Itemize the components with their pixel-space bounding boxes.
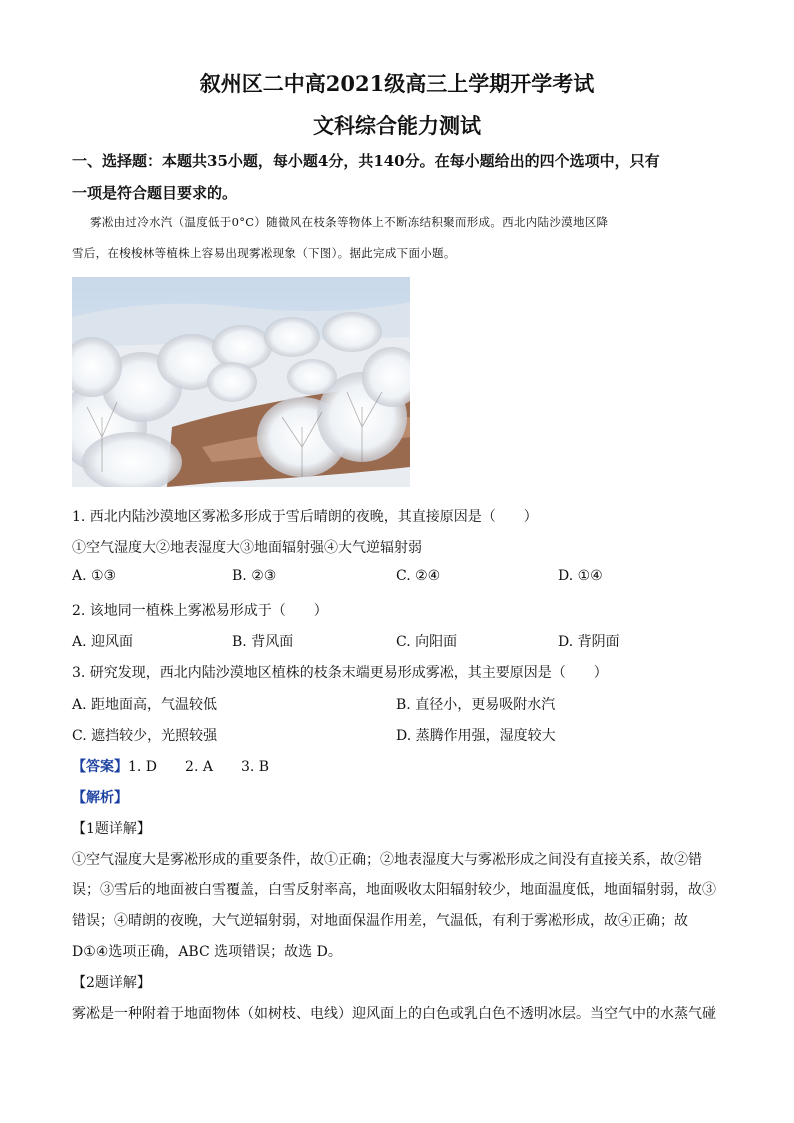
section-heading-line2: 一项是符合题目要求的。 (72, 184, 238, 202)
detail-2-line1: 雾凇是一种附着于地面物体（如树枝、电线）迎风面上的白色或乳白色不透明冰层。当空气中的水蒸气碰 (72, 1006, 716, 1022)
question-2-option-d: D. 背阴面 (558, 634, 620, 650)
question-3-option-b: B. 直径小，更易吸附水汽 (396, 697, 556, 713)
question-1-option-c: C. ②④ (396, 568, 441, 584)
detail-1-line3: 错误；④晴朗的夜晚，大气逆辐射弱，对地面保温作用差，气温低，有利于雾凇形成，故④正确；故 (72, 913, 688, 929)
section-heading-line1: 一、选择题：本题共35小题，每小题4分，共140分。在每小题给出的四个选项中，只有 (72, 152, 660, 170)
detail-1-line4: D①④选项正确，ABC 选项错误；故选 D。 (72, 944, 342, 960)
answer-label: 【答案】 (72, 759, 128, 775)
question-3-stem: 3. 研究发现，西北内陆沙漠地区植株的枝条末端更易形成雾凇，其主要原因是（ ） (72, 665, 608, 681)
answer-row (72, 756, 269, 776)
question-2-option-c: C. 向阳面 (396, 634, 458, 650)
passage-line1: 雾凇由过冷水汽（温度低于0°C）随微风在枝条等物体上不断冻结积聚而形成。西北内陆沙漠地区降 (90, 215, 609, 229)
question-1-option-b: B. ②③ (232, 568, 277, 584)
question-2-option-b: B. 背风面 (232, 634, 294, 650)
question-2-option-a: A. 迎风面 (72, 634, 134, 650)
question-2-stem: 2. 该地同一植株上雾凇易形成于（ ） (72, 603, 328, 619)
question-3-option-a: A. 距地面高，气温较低 (72, 697, 218, 713)
detail-1-line2: 误；③雪后的地面被白雪覆盖，白雪反射率高，地面吸收太阳辐射较少，地面温度低，地面辐射弱，故③ (72, 882, 716, 898)
analysis-label: 【解析】 (72, 790, 128, 806)
question-1-stem: 1. 西北内陆沙漠地区雾凇多形成于雪后晴朗的夜晚，其直接原因是（ ） (72, 509, 538, 525)
detail-2-label: 【2题详解】 (72, 975, 151, 991)
answer-text: 1. D 2. A 3. B (128, 759, 270, 775)
page-subtitle: 文科综合能力测试 (313, 113, 481, 138)
question-1-statements: ①空气湿度大②地表湿度大③地面辐射强④大气逆辐射弱 (72, 540, 422, 556)
passage-line2: 雪后，在梭梭林等植株上容易出现雾凇现象（下图）。据此完成下面小题。 (72, 246, 456, 260)
question-1-option-a: A. ①③ (72, 568, 117, 584)
detail-1-line1: ①空气湿度大是雾凇形成的重要条件，故①正确；②地表湿度大与雾凇形成之间没有直接关系，故②错 (72, 852, 702, 868)
question-3-option-d: D. 蒸腾作用强，湿度较大 (396, 728, 556, 744)
page-title: 叙州区二中高2021级高三上学期开学考试 (199, 71, 595, 96)
question-3-option-c: C. 遮挡较少，光照较强 (72, 728, 218, 744)
question-1-option-d: D. ①④ (558, 568, 603, 584)
detail-1-label: 【1题详解】 (72, 821, 151, 837)
rime-photo (72, 277, 410, 487)
